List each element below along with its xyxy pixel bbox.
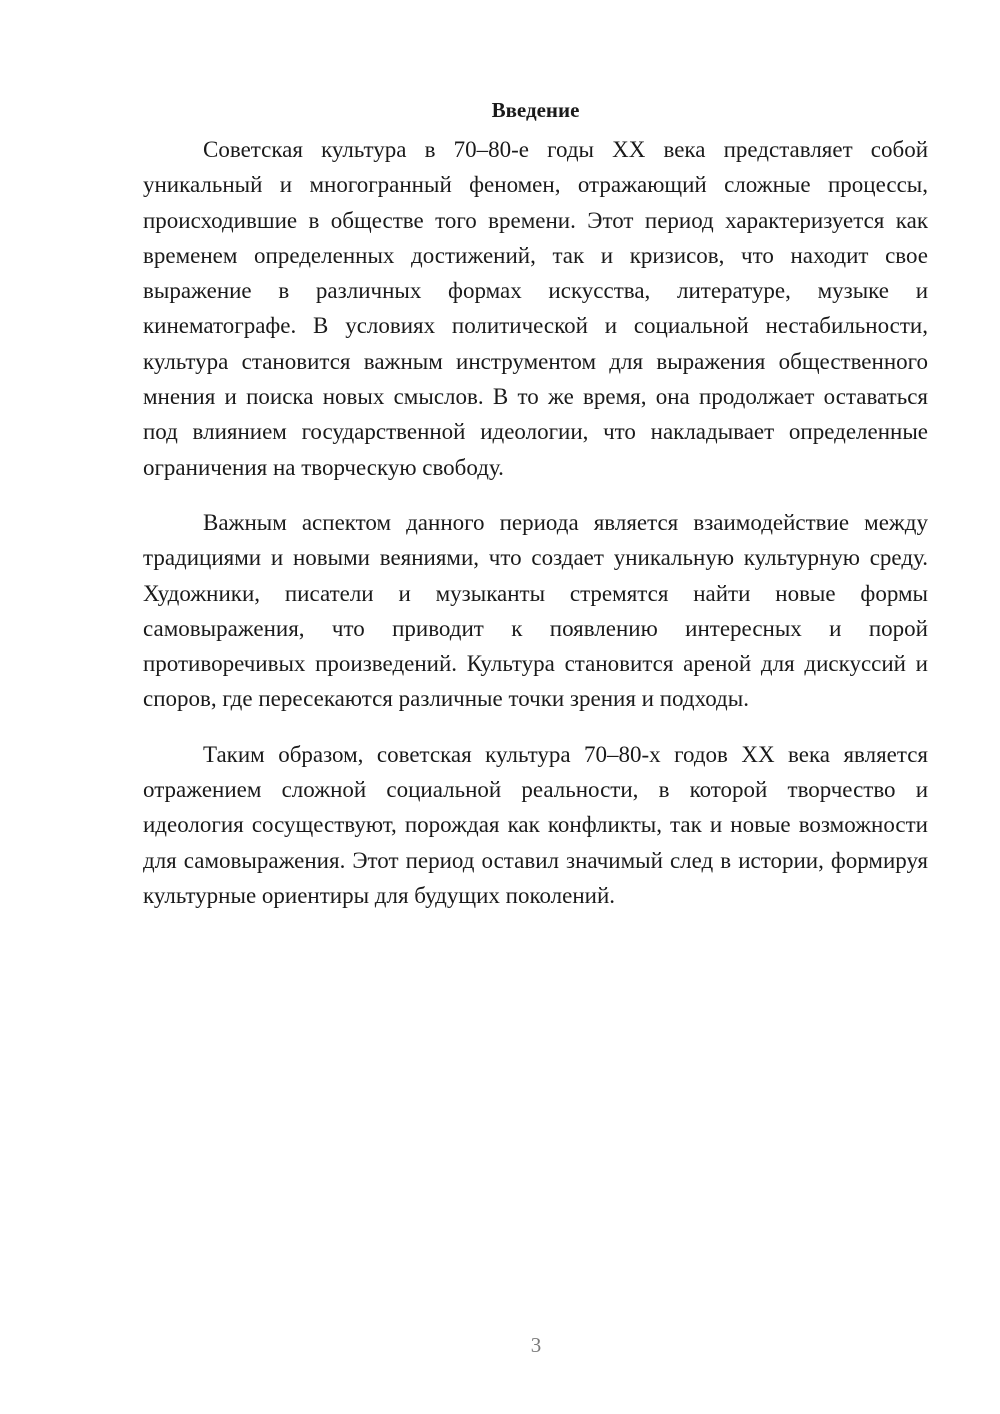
paragraph-3: Таким образом, советская культура 70–80-х годов XX века является отражением сложной социальной реальности, в которой творчество и идеология сосуществуют, порождая как конфликты, так и новые возможности для самовыражения. Этот период оставил значимый след в истории, формируя культурные ориентиры для будущих поколений.	[143, 741, 928, 908]
paragraph-2: Важным аспектом данного периода является взаимодействие между традициями и новыми веяниями, что создает уникальную культурную среду. Художники, писатели и музыканты стремятся найти новые формы самовыражения, что приводит к появлению интересных и порой противоречивых произведений. Культура становится ареной для дискуссий и споров, где пересекаются различные точки зрения и подходы.	[143, 509, 928, 712]
page-number: 3	[530, 1333, 542, 1357]
section-title: Введение	[491, 98, 580, 122]
paragraph-1: Советская культура в 70–80-е годы XX века представляет собой уникальный и многогранный феномен, отражающий сложные процессы, происходившие в обществе того времени. Этот период характеризуется как временем определенных достижений, так и кризисов, что находит свое выражение в различных формах искусства, литературе, музыке и кинематографе. В условиях политической и социальной нестабильности, культура становится важным инструментом для выражения общественного мнения и поиска новых смыслов. В то же время, она продолжает оставаться под влиянием государственной идеологии, что накладывает определенные ограничения на творческую свободу.	[143, 137, 928, 480]
document-page	[143, 92, 928, 933]
